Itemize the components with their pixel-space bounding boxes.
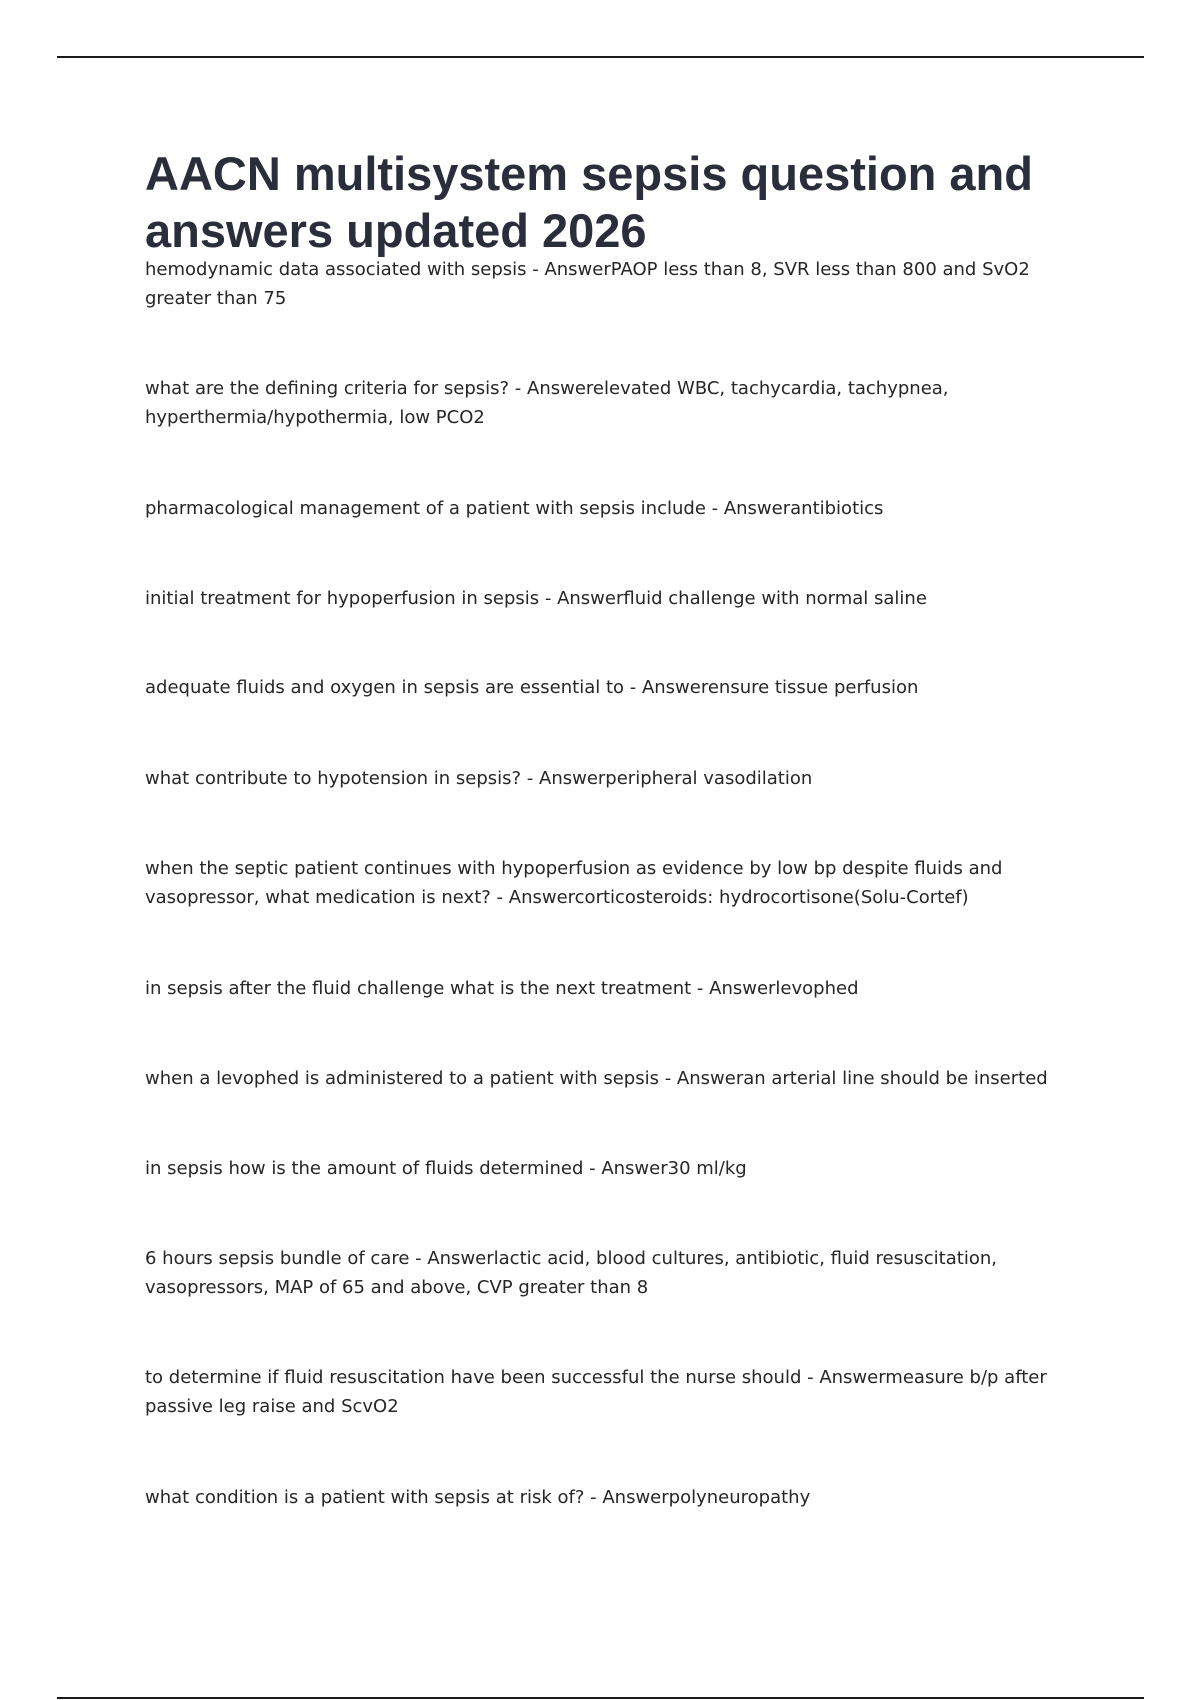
qa-item: 6 hours sepsis bundle of care - Answerlactic acid, blood cultures, antibiotic, fluid resuscitation, vasopressors, MAP of 65 and above, CVP greater than 8 <box>145 1248 997 1298</box>
qa-item: hemodynamic data associated with sepsis - AnswerPAOP less than 8, SVR less than 800 and SvO2 greater than 75 <box>145 259 1030 309</box>
top-divider <box>57 56 1144 58</box>
qa-item: in sepsis after the fluid challenge what is the next treatment - Answerlevophed <box>145 978 859 999</box>
document-title: AACN multisystem sepsis question and answers updated 2026 <box>145 147 1033 257</box>
qa-item: when a levophed is administered to a patient with sepsis - Answeran arterial line should be inserted <box>145 1068 1048 1089</box>
qa-item: what condition is a patient with sepsis at risk of? - Answerpolyneuropathy <box>145 1487 811 1508</box>
qa-item: pharmacological management of a patient with sepsis include - Answerantibiotics <box>145 498 884 519</box>
qa-item: what contribute to hypotension in sepsis? - Answerperipheral vasodilation <box>145 768 813 789</box>
bottom-divider <box>57 1697 1144 1699</box>
qa-item: to determine if fluid resuscitation have been successful the nurse should - Answermeasure b/p after passive leg raise and ScvO2 <box>145 1367 1047 1417</box>
qa-item: when the septic patient continues with hypoperfusion as evidence by low bp despite fluids and vasopressor, what medication is next? - Answercorticosteroids: hydrocortisone(Solu-Cortef) <box>145 858 1003 908</box>
qa-item: what are the defining criteria for sepsis? - Answerelevated WBC, tachycardia, tachypnea, hyperthermia/hypothermia, low PCO2 <box>145 378 949 428</box>
qa-item: initial treatment for hypoperfusion in sepsis - Answerfluid challenge with normal saline <box>145 588 927 609</box>
qa-item: adequate fluids and oxygen in sepsis are essential to - Answerensure tissue perfusion <box>145 677 919 698</box>
qa-item: in sepsis how is the amount of fluids determined - Answer30 ml/kg <box>145 1158 747 1179</box>
